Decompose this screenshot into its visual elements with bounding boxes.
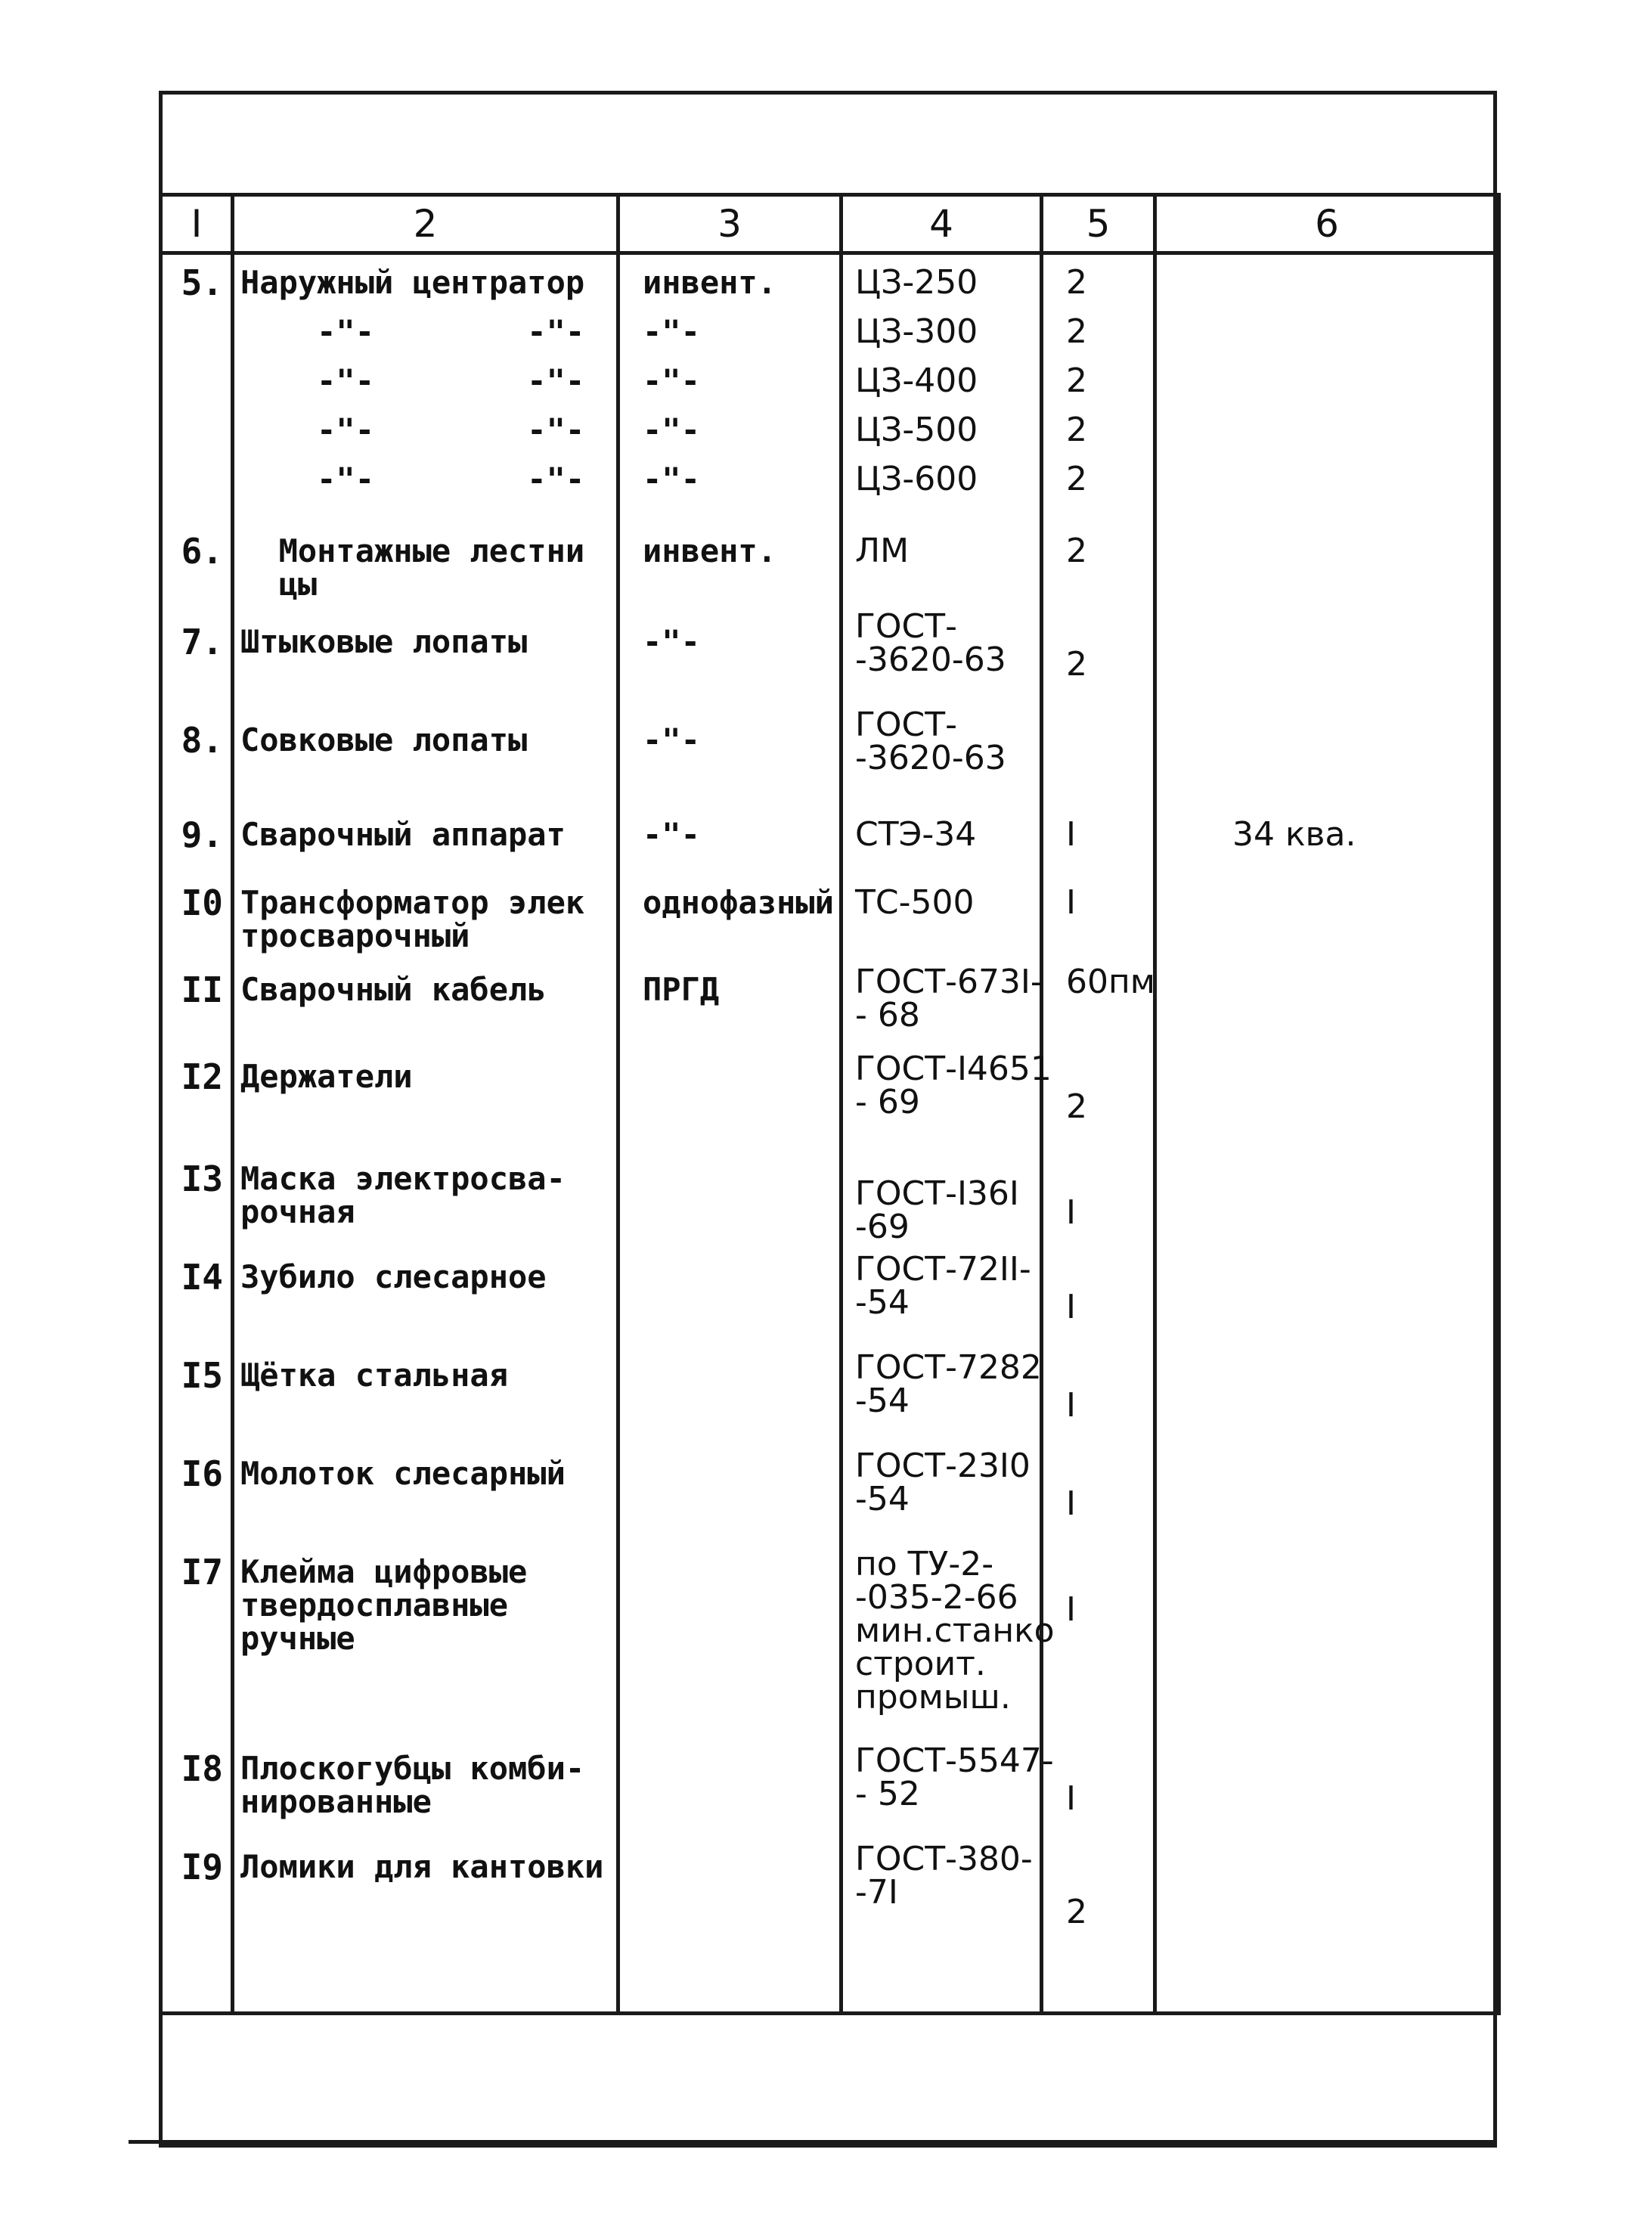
item-mark: ЦЗ-500	[855, 411, 978, 449]
item-name: Плоскогубцы комби- нированные	[240, 1750, 585, 1820]
header-col-1: I	[161, 195, 233, 253]
item-quantity: 2	[1066, 312, 1087, 351]
item-type: -"-	[643, 362, 700, 399]
item-type: -"-	[643, 623, 700, 660]
item-mark: ЦЗ-600	[855, 460, 978, 498]
item-quantity: I	[1066, 1386, 1076, 1425]
row-number: I6	[181, 1453, 223, 1494]
header-col-5: 5	[1042, 195, 1155, 253]
item-quantity: I	[1066, 1590, 1076, 1629]
item-type: однофазный	[643, 884, 834, 921]
item-quantity: I	[1066, 1779, 1076, 1818]
bottom-rule	[129, 2140, 1497, 2144]
item-name: Штыковые лопаты	[240, 623, 528, 660]
type-column	[620, 255, 839, 2011]
table-body-row	[161, 253, 1499, 2014]
row-number: 9.	[181, 814, 223, 855]
item-mark: ГОСТ-7282 -54	[855, 1348, 1042, 1420]
item-name: Сварочный кабель	[240, 971, 547, 1008]
item-mark: ЛМ	[855, 532, 910, 570]
item-quantity: 60пм	[1066, 963, 1155, 1001]
number-column	[163, 255, 231, 2011]
item-name: -"- -"-	[240, 461, 585, 498]
item-quantity: I	[1066, 1193, 1076, 1232]
header-col-6: 6	[1155, 195, 1499, 253]
row-number: 8.	[181, 720, 223, 761]
row-number: 5.	[181, 262, 223, 303]
item-mark: ЦЗ-250	[855, 263, 978, 302]
item-mark: ГОСТ-5547- - 52	[855, 1741, 1054, 1813]
item-mark: ЦЗ-300	[855, 312, 978, 351]
row-number: I8	[181, 1748, 223, 1789]
item-mark: СТЭ-34	[855, 815, 977, 854]
item-type: -"-	[643, 721, 700, 758]
item-type: ПРГД	[643, 971, 720, 1008]
item-type: инвент.	[643, 532, 777, 569]
row-number: I5	[181, 1355, 223, 1396]
item-mark: ГОСТ-I4651 - 69	[855, 1050, 1052, 1121]
item-mark: ГОСТ- -3620-63	[855, 607, 1006, 679]
row-number: I0	[181, 882, 223, 923]
item-mark: ГОСТ-23I0 -54	[855, 1447, 1031, 1518]
item-mark: ГОСТ-380- -7I	[855, 1840, 1033, 1912]
row-number: I9	[181, 1847, 223, 1887]
item-name: Совковые лопаты	[240, 721, 528, 758]
item-name: Наружный центратор	[240, 264, 585, 301]
item-type: инвент.	[643, 264, 777, 301]
item-quantity: I	[1066, 1484, 1076, 1523]
item-name: Сварочный аппарат	[240, 816, 566, 853]
item-name: Монтажные лестни цы	[278, 532, 585, 603]
item-name: Трансформатор элек тросварочный	[240, 884, 585, 954]
item-quantity: 2	[1066, 1893, 1087, 1931]
header-col-4: 4	[841, 195, 1042, 253]
item-mark: ТС-500	[855, 883, 975, 922]
name-column	[234, 255, 616, 2011]
row-number: I4	[181, 1257, 223, 1298]
item-name: Маска электросва- рочная	[240, 1160, 566, 1230]
quantity-column	[1043, 255, 1153, 2011]
item-name: Молоток слесарный	[240, 1455, 566, 1492]
item-name: -"- -"-	[240, 313, 585, 350]
item-quantity: 2	[1066, 361, 1087, 400]
mark-column	[843, 255, 1055, 2011]
item-quantity: 2	[1066, 460, 1087, 498]
item-quantity: 2	[1066, 645, 1087, 684]
row-number: I2	[181, 1056, 223, 1097]
item-note: 34 ква.	[1232, 815, 1356, 854]
item-type: -"-	[643, 461, 700, 498]
item-quantity: 2	[1066, 263, 1087, 302]
item-mark: ГОСТ-I36I -69	[855, 1174, 1019, 1246]
item-quantity: 2	[1066, 532, 1087, 570]
row-number: I7	[181, 1552, 223, 1593]
row-number: 7.	[181, 622, 223, 662]
item-name: Держатели	[240, 1058, 413, 1095]
item-mark: ГОСТ- -3620-63	[855, 706, 1006, 777]
header-col-2: 2	[233, 195, 618, 253]
item-quantity: 2	[1066, 411, 1087, 449]
item-mark: по ТУ-2- -035-2-66 мин.станко строит. промыш.	[855, 1545, 1055, 1717]
item-name: -"- -"-	[240, 411, 585, 448]
equipment-table	[159, 193, 1501, 2015]
item-name: Щётка стальная	[240, 1357, 509, 1394]
row-number: 6.	[181, 531, 223, 572]
item-quantity: I	[1066, 1288, 1076, 1326]
item-name: -"- -"-	[240, 362, 585, 399]
item-name: Ломики для кантовки	[240, 1848, 604, 1885]
item-name: Клейма цифровые твердосплавные ручные	[240, 1553, 528, 1657]
item-mark: ГОСТ-673I- - 68	[855, 963, 1043, 1034]
item-type: -"-	[643, 816, 700, 853]
table-header-row	[161, 195, 1499, 253]
item-type: -"-	[643, 313, 700, 350]
header-col-3: 3	[618, 195, 841, 253]
item-mark: ГОСТ-72II- -54	[855, 1250, 1031, 1322]
item-quantity: I	[1066, 815, 1076, 854]
item-type: -"-	[643, 411, 700, 448]
item-quantity: I	[1066, 883, 1076, 922]
item-mark: ЦЗ-400	[855, 361, 978, 400]
item-quantity: 2	[1066, 1087, 1087, 1126]
row-number: I3	[181, 1158, 223, 1199]
note-column	[1157, 255, 1497, 2011]
item-name: Зубило слесарное	[240, 1258, 547, 1295]
row-number: II	[181, 969, 223, 1010]
